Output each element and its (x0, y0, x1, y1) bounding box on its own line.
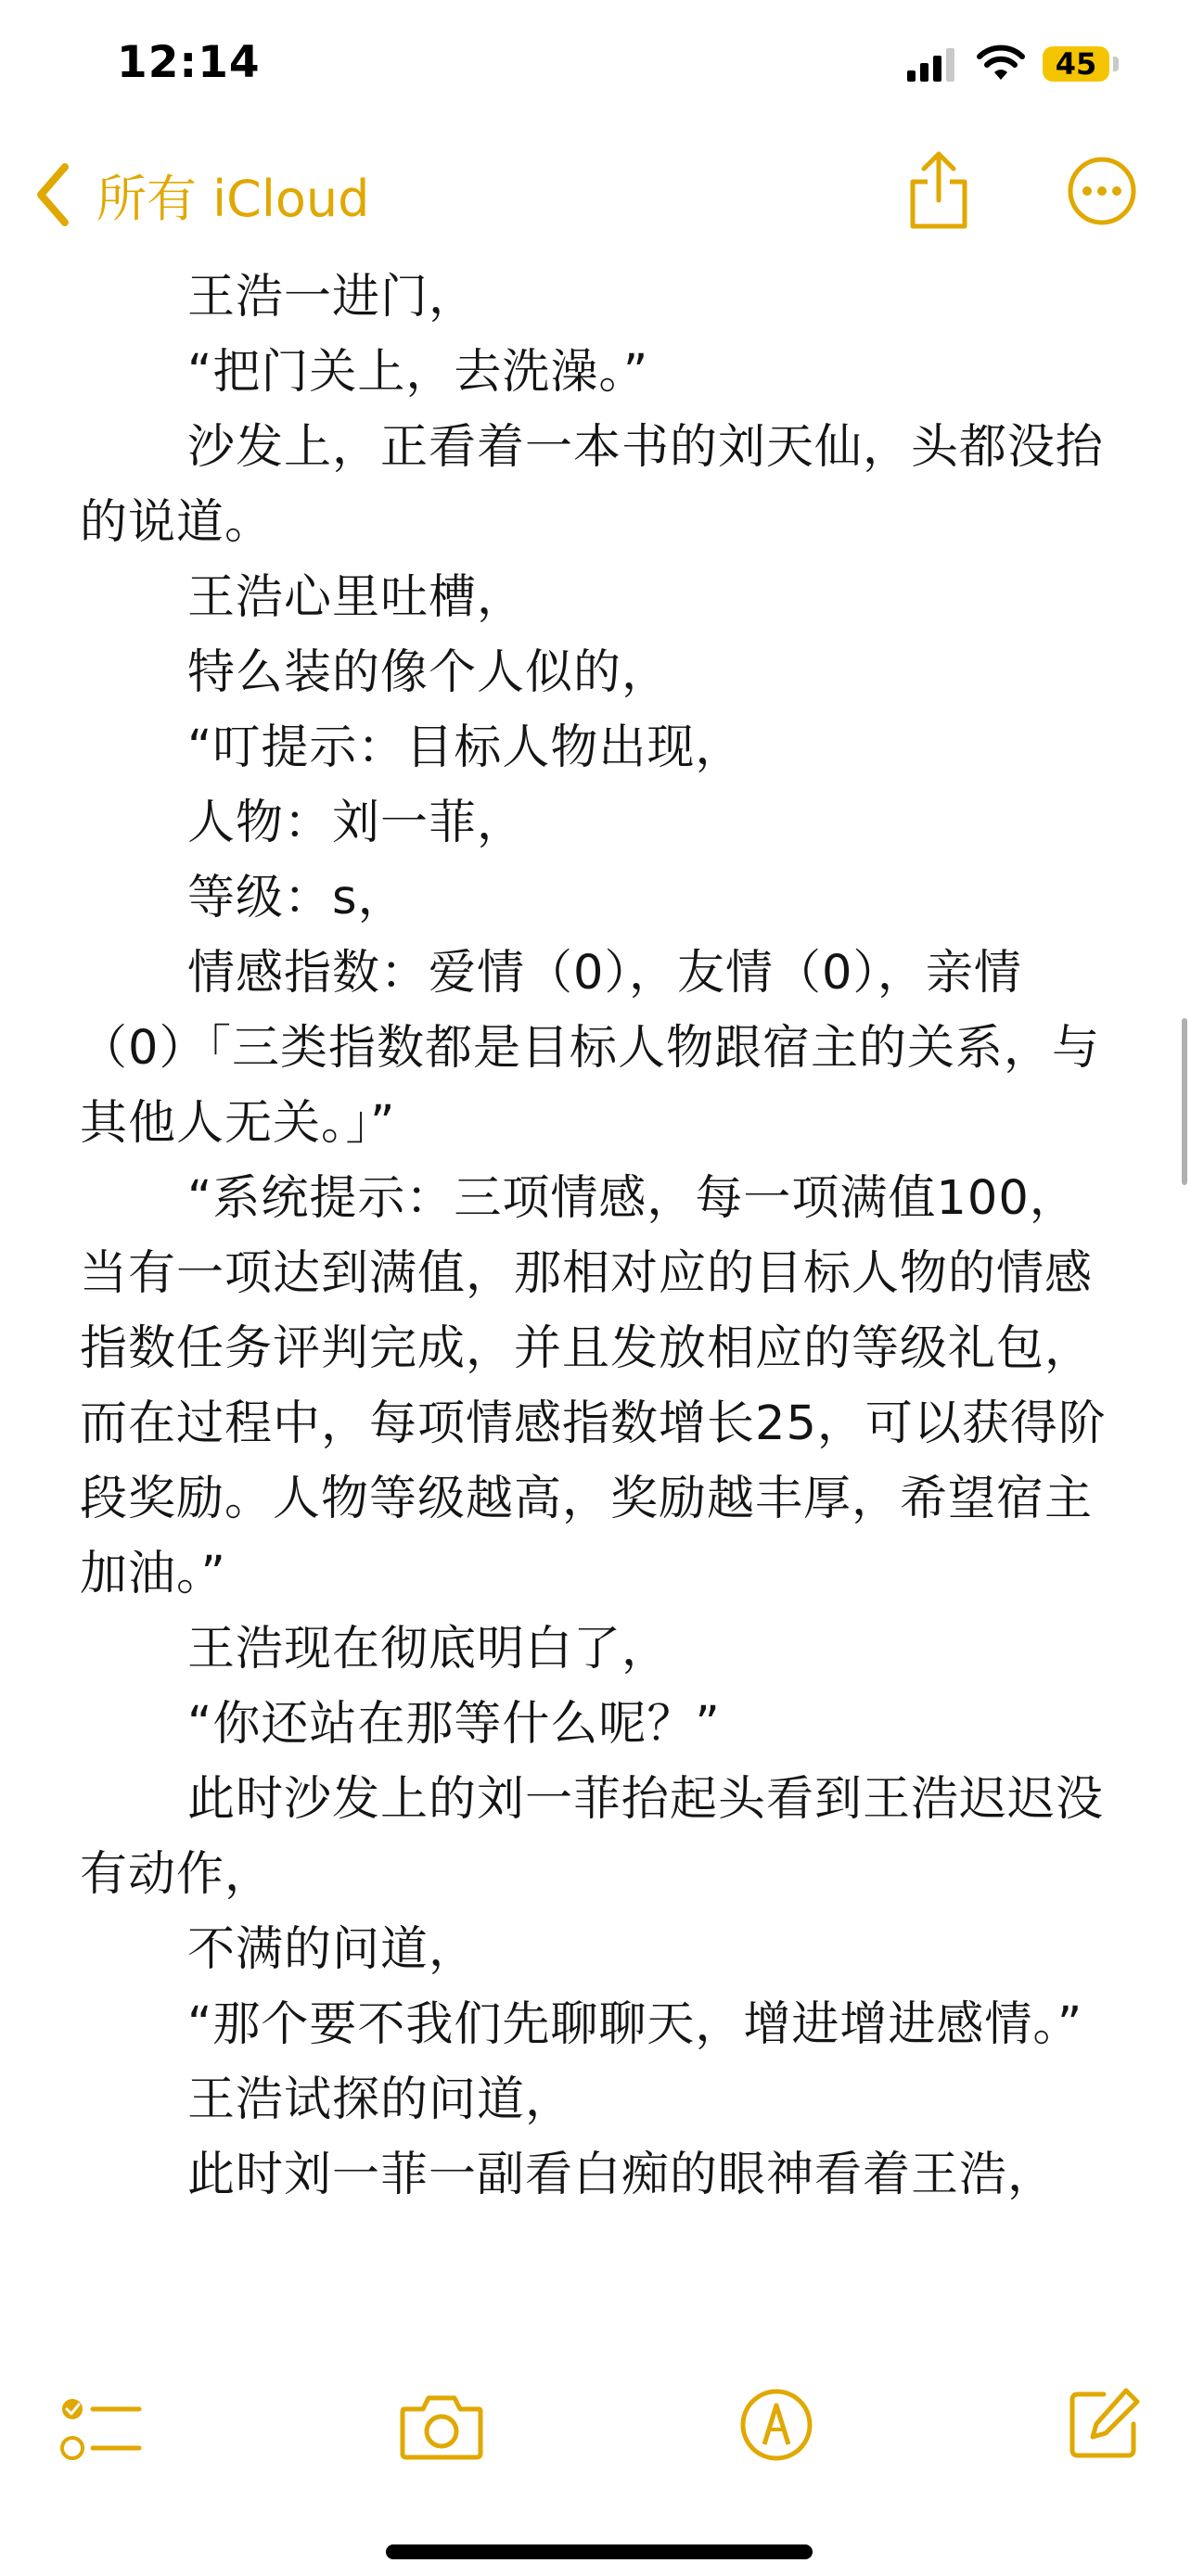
note-paragraph: 王浩试探的问道， (187, 2072, 574, 2127)
note-paragraph: 此时刘一菲一副看白痴的眼神看着王浩， (187, 2148, 1057, 2202)
note-paragraph: 王浩心里吐槽， (187, 570, 526, 625)
compose-icon[interactable] (1067, 2385, 1143, 2461)
chevron-left-icon[interactable] (33, 161, 72, 228)
note-paragraph: 此时沙发上的刘一菲抬起头看到王浩迟迟没有动作， (80, 1772, 1105, 1902)
share-icon[interactable] (905, 148, 972, 232)
note-paragraph: “那个要不我们先聊聊天，增进增进感情。” (187, 1997, 1083, 2052)
scrollbar[interactable] (1182, 1018, 1187, 1185)
ellipsis-circle-icon[interactable] (1067, 156, 1137, 226)
camera-icon[interactable] (399, 2392, 484, 2461)
note-paragraph: 沙发上，正看着一本书的刘天仙，头都没抬的说道。 (80, 420, 1105, 550)
note-paragraph: 情感指数：爱情（0），友情（0），亲情（0）「三类指数都是目标人物跟宿主的关系，与其他人无关。」” (80, 946, 1100, 1151)
note-paragraph: 不满的问道， (187, 1922, 478, 1977)
note-paragraph: “你还站在那等什么呢？” (187, 1697, 721, 1752)
note-paragraph: 特么装的像个人似的， (187, 645, 671, 700)
cellular-signal-icon (907, 48, 955, 82)
bottom-toolbar (0, 2355, 1191, 2504)
note-paragraph: 王浩一进门， (187, 270, 478, 325)
note-paragraph: “把门关上，去洗澡。” (187, 345, 649, 400)
note-paragraph: “系统提示：三项情感，每一项满值100，当有一项达到满值，那相对应的目标人物的情感指数任务评判完成，并且发放相应的等级礼包，而在过程中，每项情感指数增长25，可以获得阶段奖励。人物等级越高，奖励越丰厚，希望宿主加油。” (80, 1171, 1107, 1601)
status-time: 12:14 (117, 37, 261, 88)
navigation-bar (0, 130, 1191, 250)
home-indicator[interactable] (386, 2544, 813, 2559)
battery-cap (1113, 57, 1119, 71)
note-paragraph: 等级：s， (187, 871, 406, 925)
note-paragraph: 人物：刘一菲， (187, 796, 526, 850)
checklist-icon[interactable] (59, 2392, 143, 2467)
note-body[interactable] (80, 260, 1119, 2213)
note-paragraph: “叮提示：目标人物出现， (187, 721, 744, 775)
status-bar (0, 0, 1191, 130)
battery-indicator: 45 (1043, 46, 1109, 82)
back-button-label[interactable]: 所有 iCloud (96, 170, 370, 228)
note-paragraph: 王浩现在彻底明白了， (187, 1622, 671, 1677)
markup-pen-icon[interactable] (738, 2387, 814, 2463)
wifi-icon (976, 45, 1026, 82)
